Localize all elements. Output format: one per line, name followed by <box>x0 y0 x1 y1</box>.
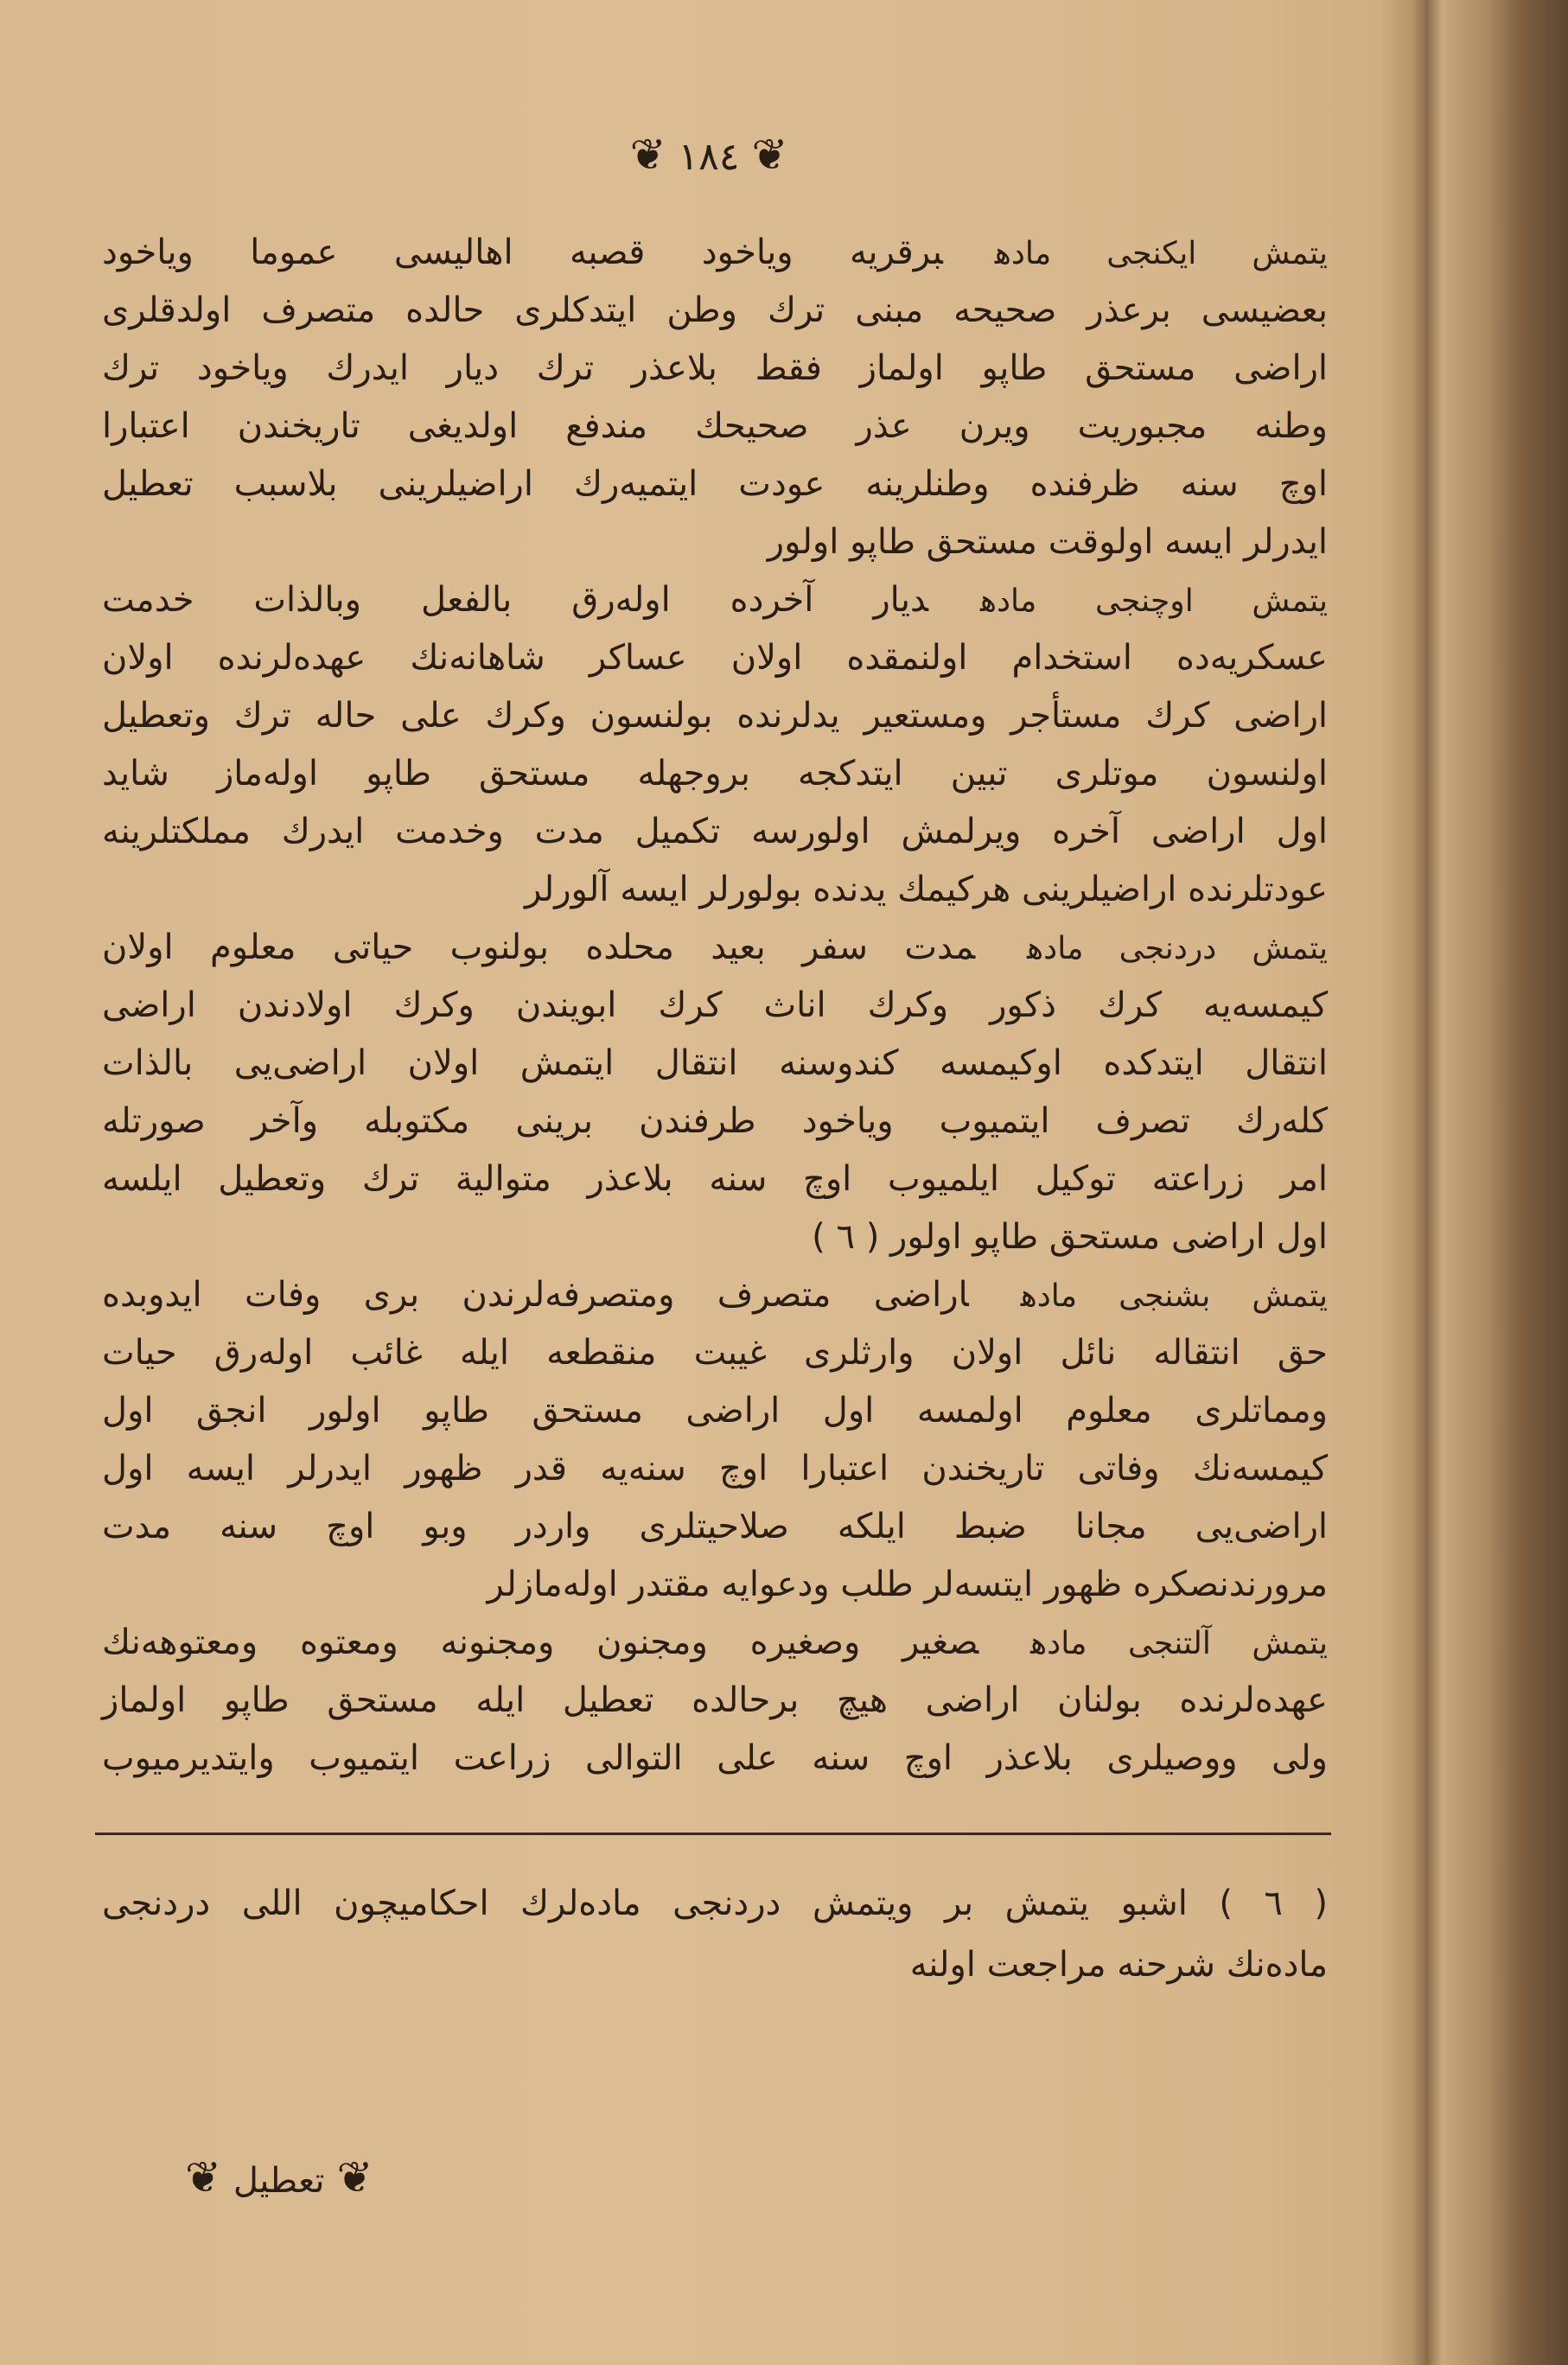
text-line <box>102 748 1328 800</box>
ornament-icon: ❦ <box>185 2152 221 2202</box>
text-line <box>102 1732 1328 1784</box>
text-line <box>102 516 1328 568</box>
text-line <box>102 458 1328 510</box>
line-text: ولی ووصیلری بلاعذر اوچ سنه علی التوالی زراعت ایتمیوب وایتدیرمیوب <box>102 1738 1328 1778</box>
article-label: یتمش بشنجی ماده <box>1020 1278 1328 1314</box>
line-text: وطنه مجبوریت ویرن عذر صحیحك مندفع اولدیغی تاریخندن اعتبارا <box>102 406 1328 446</box>
text-line <box>102 1443 1328 1495</box>
line-text: امر زراعته توكیل ایلمیوب اوچ سنه بلاعذر متوالیة ترك وتعطیل ایلسه <box>102 1159 1328 1199</box>
article-label: یتمش اوچنجی ماده <box>979 583 1328 619</box>
line-text: اوچ سنه ظرفنده وطنلرینه عودت ایتمیه‌رك اراضیلرینی بلاسبب تعطیل <box>102 464 1328 504</box>
footnote-line <box>102 1939 1328 1991</box>
text-line <box>102 1385 1328 1437</box>
line-text: مرورندنصكره ظهور ایتسه‌لر طلب ودعوایه مقتدر اوله‌مازلر <box>487 1565 1328 1604</box>
line-text: اول اراضی مستحق طاپو اولور ( ٦ ) <box>812 1217 1328 1257</box>
article-label: یتمش آلتنجی ماده <box>1030 1626 1329 1661</box>
footnote-divider <box>95 1833 1331 1835</box>
line-text: صغیر وصغیره ومجنون ومجنونه ومعتوه ومعتوهه‌نك <box>102 1622 979 1662</box>
text-line <box>102 574 1328 628</box>
text-line <box>102 921 1328 975</box>
line-text: حق انتقاله نائل اولان وارثلری غیبت منقطعه ایله غائب اوله‌رق حیات <box>102 1333 1328 1373</box>
text-line <box>102 806 1328 857</box>
line-text: اراضی متصرف ومتصرفه‌لرندن بری وفات ایدوبده <box>102 1275 969 1315</box>
line-text: دیار آخرده اوله‌رق بالفعل وبالذات خدمت <box>102 580 928 620</box>
line-text: برقریه ویاخود قصبه اهالیسی عموما ویاخود <box>102 233 943 272</box>
text-line <box>102 1153 1328 1205</box>
article-label: یتمش ایكنجی ماده <box>994 236 1329 271</box>
line-text: اراضی كرك مستأجر ومستعیر یدلرنده بولنسون وكرك علی حاله ترك وتعطیل <box>102 696 1328 736</box>
line-text: مدت سفر بعید محلده بولنوب حیاتی معلوم اولان <box>102 928 976 967</box>
text-line <box>102 400 1328 452</box>
article-label: یتمش دردنجی ماده <box>1027 931 1328 966</box>
line-text: كیمسه‌یه كرك ذكور وكرك اناث كرك ابویندن وكرك اولادندن اراضی <box>102 985 1328 1025</box>
text-line <box>102 1674 1328 1726</box>
line-text: اراضی مستحق طاپو اولماز فقط بلاعذر ترك دیار ایدرك ویاخود ترك <box>102 348 1328 388</box>
line-text: كیمسه‌نك وفاتی تاریخندن اعتبارا اوچ سنه‌یه قدر ظهور ایدرلر ایسه اول <box>102 1449 1328 1488</box>
text-line <box>102 1616 1328 1670</box>
text-line <box>102 1269 1328 1323</box>
text-line <box>102 1037 1328 1089</box>
page-number-text: ١٨٤ <box>678 135 740 179</box>
line-text: اول اراضی آخره ویرلمش اولورسه تكمیل مدت وخدمت ایدرك مملكتلرینه <box>102 812 1328 851</box>
ornament-icon: ❦ <box>336 2152 373 2202</box>
line-text: كله‌رك تصرف ایتمیوب ویاخود طرفندن برینی مكتوبله وآخر صورتله <box>102 1101 1328 1141</box>
page-number <box>0 130 1418 180</box>
line-text: اراضی‌یی مجانا ضبط ایلكه صلاحیتلری واردر وبو اوچ سنه مدت <box>102 1507 1328 1546</box>
text-line <box>102 864 1328 915</box>
ornament-icon: ❦ <box>629 130 666 180</box>
line-text: اولنسون موتلری تبین ایتدكجه بروجهله مستحق طاپو اوله‌ماز شاید <box>102 754 1328 794</box>
text-line <box>102 1211 1328 1263</box>
ornament-icon: ❦ <box>751 130 788 180</box>
text-line <box>102 1501 1328 1552</box>
text-line <box>102 284 1328 336</box>
footnote-line <box>102 1877 1328 1929</box>
text-line <box>102 342 1328 394</box>
line-text: عهده‌لرنده بولنان اراضی هیچ برحالده تعطیل ایله مستحق طاپو اولماز <box>102 1680 1328 1720</box>
text-line <box>102 226 1328 280</box>
text-line <box>102 632 1328 684</box>
text-line <box>102 979 1328 1031</box>
line-text: ومماتلری معلوم اولمسه اول اراضی مستحق طاپو اولور انجق اول <box>102 1391 1328 1431</box>
line-text: انتقال ایتدكده اوكیمسه كندوسنه انتقال ایتمش اولان اراضی‌یی بالذات <box>102 1043 1328 1083</box>
line-text: عودتلرنده اراضیلرینی هركیمك یدنده بولورلر ایسه آلورلر <box>524 870 1328 909</box>
line-text: ماده‌نك شرحنه مراجعت اولنه <box>909 1945 1328 1985</box>
catchword <box>173 2152 385 2202</box>
line-text: ایدرلر ایسه اولوقت مستحق طاپو اولور <box>767 522 1328 562</box>
text-line <box>102 1095 1328 1147</box>
line-text: عسكریه‌ده استخدام اولنمقده اولان عساكر شاهانه‌نك عهده‌لرنده اولان <box>102 638 1328 678</box>
catchword-text: تعطیل <box>233 2161 325 2201</box>
text-line <box>102 1559 1328 1610</box>
line-text: بعضیسی برعذر صحیحه مبنی ترك وطن ایتدكلری حالده متصرف اولدقلری <box>102 290 1328 330</box>
line-text: ( ٦ ) اشبو یتمش بر ویتمش دردنجی ماده‌لرك احكامیچون اللی دردنجی <box>102 1884 1328 1923</box>
text-line <box>102 690 1328 742</box>
text-line <box>102 1327 1328 1379</box>
